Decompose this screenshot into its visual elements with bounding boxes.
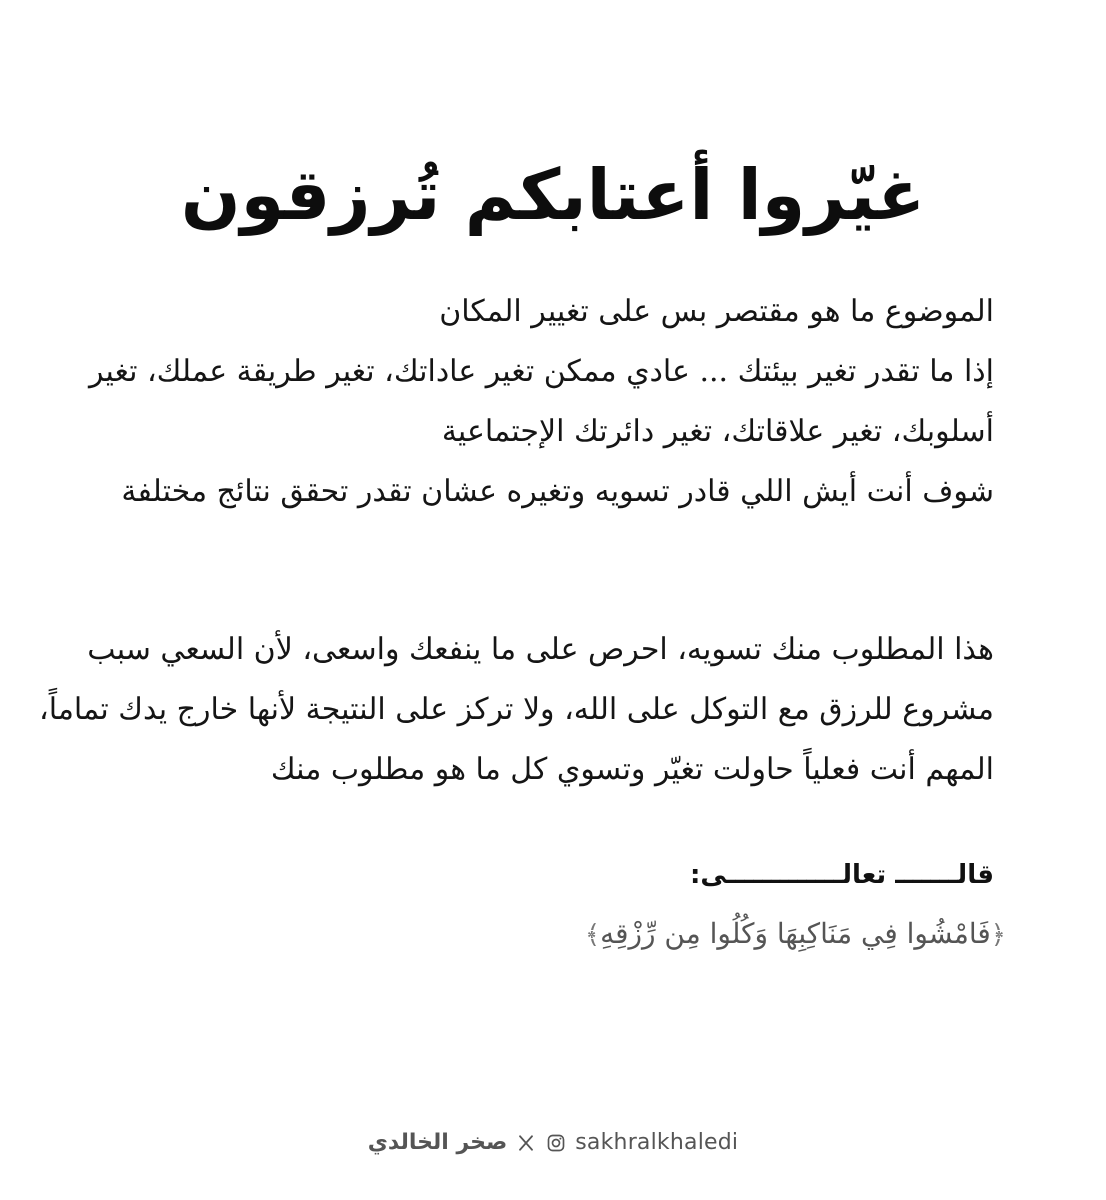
instagram-icon[interactable] (545, 1132, 567, 1154)
paragraph-2-line-1: هذا المطلوب منك تسويه، احرص على ما ينفعك واسعى، لأن السعي سبب (87, 632, 994, 667)
paragraph-2-line-2: مشروع للرزق مع التوكل على الله، ولا تركز على النتيجة لأنها خارج يدك تماماً، (39, 692, 994, 727)
body-text (39, 282, 994, 800)
paragraph-1-line-2: إذا ما تقدر تغير بيئتك ... عادي ممكن تغير عاداتك، تغير طريقة عملك، تغير (88, 354, 994, 389)
paragraph-2-line-3: المهم أنت فعلياً حاولت تغيّر وتسوي كل ما هو مطلوب منك (270, 752, 994, 787)
paragraph-1-line-4: شوف أنت أيش اللي قادر تسويه وتغيره عشان تقدر تحقق نتائج مختلفة (121, 474, 994, 509)
paragraph-spacer (90, 522, 994, 620)
social-handle[interactable]: sakhralkhaledi (575, 1130, 739, 1155)
paragraph-1-line-1: الموضوع ما هو مقتصر بس على تغيير المكان (439, 294, 994, 329)
verse-close-bracket: ﴾ (584, 920, 601, 950)
quran-verse (585, 914, 1006, 955)
x-icon[interactable] (515, 1132, 537, 1154)
paragraph-1-line-3: أسلوبك، تغير علاقاتك، تغير دائرتك الإجتماعية (441, 414, 994, 449)
quote-heading: قالـــــــ تعالـــــــــــــى: (689, 860, 994, 890)
author-name: صخر الخالدي (367, 1130, 508, 1155)
page-title: غيّروا أعتابكم تُرزقون (180, 154, 926, 236)
verse-open-bracket: ﴿ (990, 920, 1006, 950)
footer-signature (0, 1130, 1106, 1155)
verse-text: فَامْشُوا فِي مَنَاكِبِهَا وَكُلُوا مِن رِّزْقِهِ (600, 917, 991, 950)
